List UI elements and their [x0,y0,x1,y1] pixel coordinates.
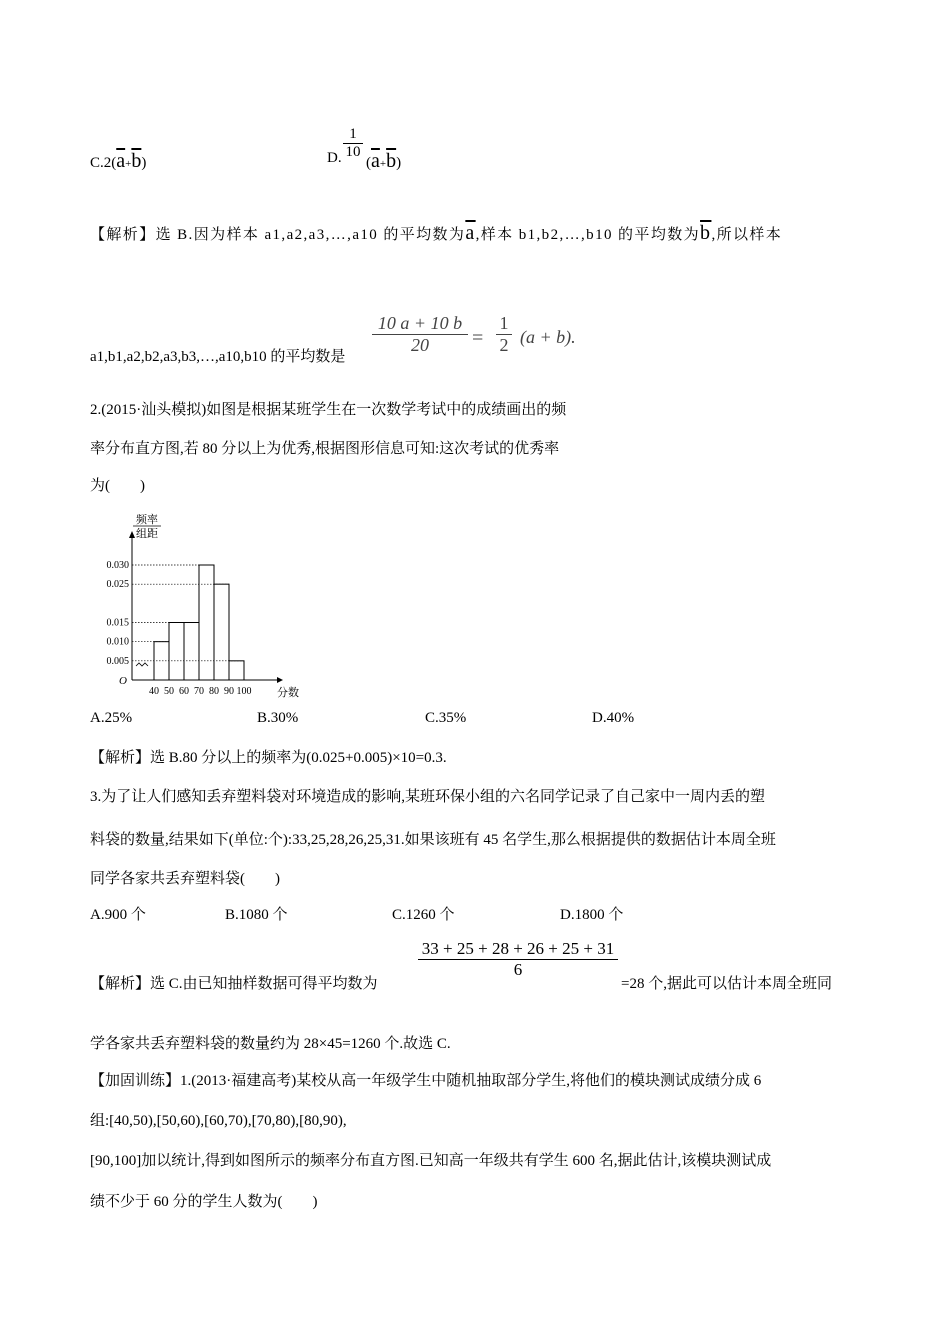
fraction-numerator: 1 [349,126,357,142]
plus-sign: + [379,158,387,170]
q3-line3: 同学各家共丢弃塑料袋( ) [90,871,280,887]
q3-solution-prefix: 【解析】选 C.由已知抽样数据可得平均数为 [90,976,378,992]
q1-solution-line2 [90,345,345,366]
option-d-expression [366,150,401,173]
q3-option-d: D.1800 个 [560,907,624,923]
fraction-numerator: 1 [499,313,509,333]
fraction-numerator: 10 a + 10 b [377,313,463,333]
reinforce-line2: 组:[40,50),[50,60),[60,70),[70,80),[80,90), [90,1113,347,1129]
axis-break-mark [136,663,148,666]
histogram-bar [169,623,184,681]
x-tick-label: 50 [164,686,174,697]
x-tick-label: 80 [209,686,219,697]
q3-solution-line2: 学各家共丢弃塑料袋的数量约为 28×45=1260 个.故选 C. [90,1036,451,1052]
histogram-bar [229,661,244,680]
reinforce-line1: 【加固训练】1.(2013·福建高考)某校从高一年级学生中随机抽取部分学生,将他们的模块测试成绩分成 6 [90,1073,762,1089]
option-d [327,150,342,167]
close-paren: ) [396,155,402,171]
x-tick-label: 90 [224,686,234,697]
y-axis-label-bottom: 组距 [136,528,158,540]
mean-a-symbol: $\overline{a}$ [371,150,380,172]
y-tick-label: 0.030 [106,560,129,571]
q2-option-c: C.35% [425,710,467,726]
x-tick-label: 40 [149,686,159,697]
mean-b-symbol: $\overline{b}$ [700,222,712,244]
histogram-bar [184,623,199,681]
q2-option-a: A.25% [90,710,133,726]
fraction-numerator: 33 + 25 + 28 + 26 + 25 + 31 [421,939,615,958]
x-tick-label: 60 [179,686,189,697]
q3-line2: 料袋的数量,结果如下(单位:个):33,25,28,26,25,31.如果该班有 45 名学生,那么根据提供的数据估计本周全班 [90,832,776,848]
x-axis-label: 分数 [277,687,299,699]
fraction-denominator: 6 [513,960,523,979]
x-tick-label: 70 [194,686,204,697]
q3-option-a: A.900 个 [90,907,146,923]
q1-mean-fraction [372,313,468,356]
q2-option-b: B.30% [257,710,299,726]
frequency-histogram [92,512,312,702]
q2-line1: 2.(2015·汕头模拟)如图是根据某班学生在一次数学考试中的成绩画出的频 [90,402,567,418]
mean-b-symbol: $\overline{b}$ [386,150,397,172]
solution-text: 【解析】选 B.因为样本 a1,a2,a3,…,a10 的平均数为 [90,227,466,243]
q2-solution: 【解析】选 B.80 分以上的频率为(0.025+0.005)×10=0.3. [90,750,447,766]
option-c [90,150,146,173]
mean-a-symbol: $\overline{a}$ [116,150,126,172]
y-tick-label: 0.005 [106,655,129,667]
q2-option-d: D.40% [592,710,635,726]
solution-text: ,所以样本 [711,227,783,243]
option-d-fraction [343,126,363,161]
mean-a-symbol: $\overline{a}$ [465,222,476,244]
solution-text: a1,b1,a2,b2,a3,b3,…,a10,b10 的平均数是 [90,349,346,365]
y-tick-label: 0.025 [106,579,129,591]
histogram-bar [214,584,229,680]
plus-sign: + [125,158,132,170]
open-paren: ( [366,155,371,171]
q3-line1: 3.为了让人们感知丢弃塑料袋对环境造成的影响,某班环保小组的六名同学记录了自己家中一周内丢的塑 [90,789,766,805]
origin-label: O [119,675,127,687]
reinforce-line4: 绩不少于 60 分的学生人数为( ) [90,1194,318,1210]
q3-solution-suffix: =28 个,据此可以估计本周全班同 [621,976,832,992]
y-axis-arrow [129,531,135,538]
close-paren: ) [141,155,147,171]
equals-sign: = [472,327,484,349]
fraction-denominator: 10 [345,144,361,160]
mean-b-symbol: $\overline{b}$ [131,150,142,172]
y-axis-label-top: 频率 [136,514,158,526]
option-c-label: C.2( [90,155,117,171]
q3-mean-fraction [418,939,618,980]
fraction-denominator: 2 [499,335,509,355]
x-axis-arrow [277,677,283,683]
y-tick-label: 0.010 [106,636,129,648]
solution-text: ,样本 b1,b2,…,b10 的平均数为 [475,227,701,243]
q3-option-c: C.1260 个 [392,907,455,923]
q2-line2: 率分布直方图,若 80 分以上为优秀,根据图形信息可知:这次考试的优秀率 [90,441,560,457]
y-tick-label: 0.015 [106,617,129,629]
q2-line3: 为( ) [90,478,145,494]
q3-option-b: B.1080 个 [225,907,288,923]
option-d-label: D. [327,150,342,166]
histogram-bar [199,565,214,680]
q1-tail-expression: (a + b). [520,327,576,347]
q1-half-fraction [496,313,512,356]
x-tick-label: 100 [236,686,252,697]
reinforce-line3: [90,100]加以统计,得到如图所示的频率分布直方图.已知高一年级共有学生 600 名,据此估计,该模块测试成 [90,1153,772,1169]
q1-solution-line1 [90,222,782,245]
fraction-denominator: 20 [411,335,429,355]
